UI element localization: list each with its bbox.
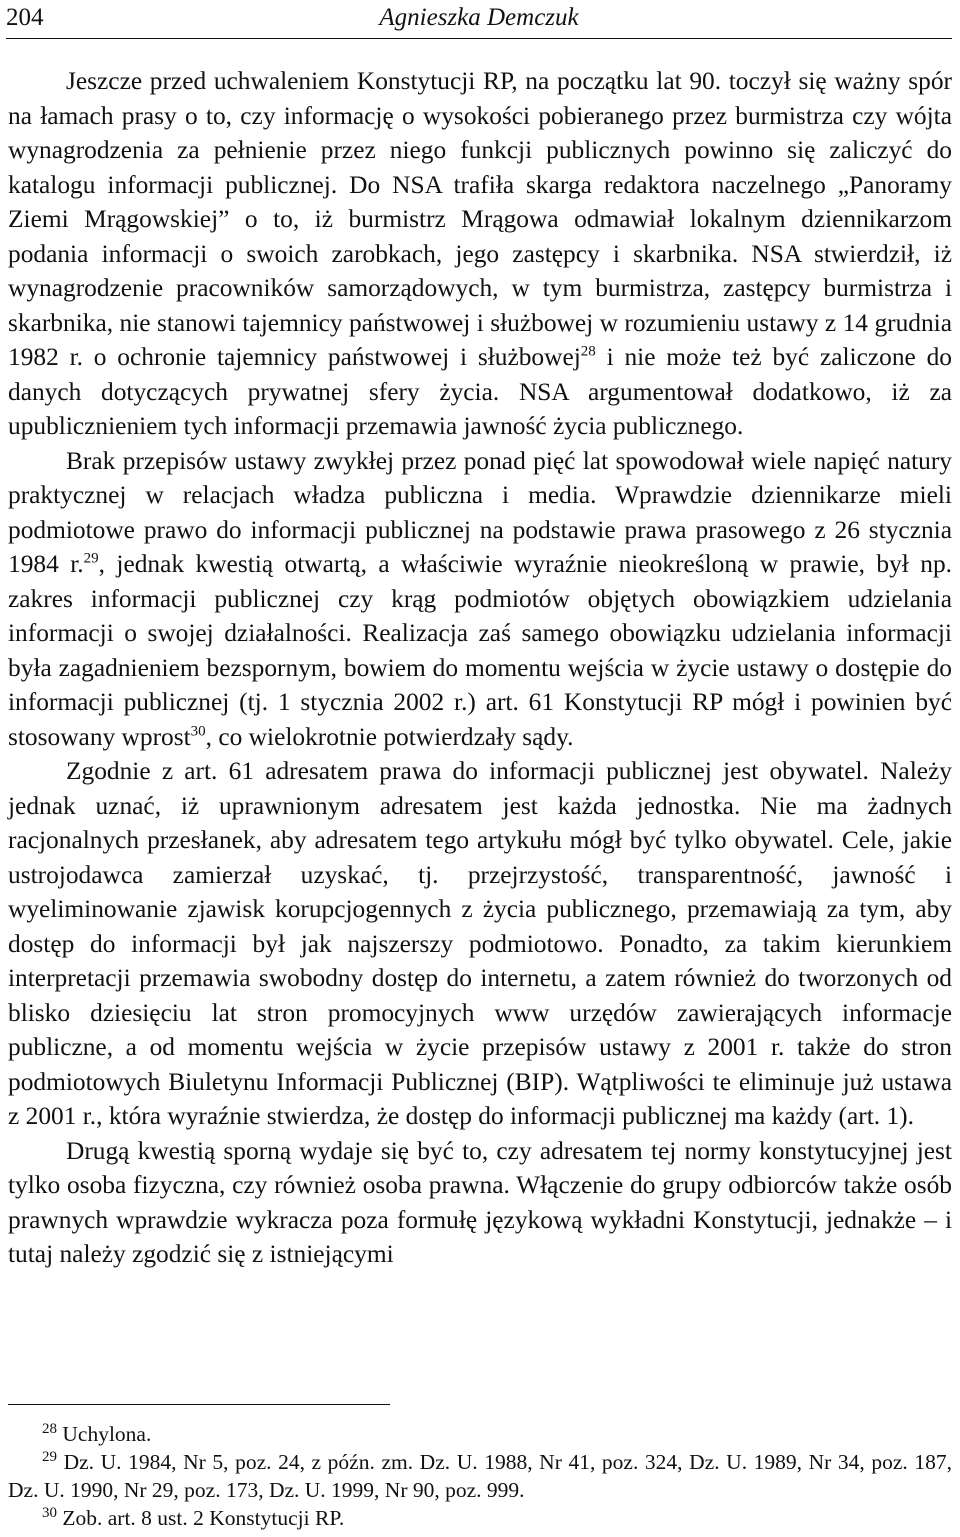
running-head: Agnieszka Demczuk [379, 4, 579, 31]
paragraph-1: Jeszcze przed uchwaleniem Konstytucji RP, na początku lat 90. toczył się ważny spór na łamach prasy o to, czy informację o wysokości pobieranego przez burmistrza czy wójta wynagrodzenia za pełnienie przez niego funkcji publicznych powinno się zaliczyć do katalogu informacji publicznej. Do NSA trafiła skarga redaktora naczelnego „Panoramy Ziemi Mrągowskiej” o to, iż burmistrz Mrągowa odmawiał lokalnym dziennikarzom podania informacji o swoich zarobkach, jego zastępcy i skarbnika. NSA stwierdził, iż wynagrodzenie pracowników samorządowych, w tym burmistrza, zastępcy burmistrza i skarbnika, nie stanowi tajemnicy państwowej i służbowej w rozumieniu ustawy z 14 grudnia 1982 r. o ochronie tajemnicy państwowej i służbowej$^{28}$ i nie może też być zaliczone do danych dotyczących prywatnej sfery życia. NSA argumentował dodatkowo, iż za upublicznieniem tych informacji przemawia jawność życia publicznego. [8, 67, 952, 440]
paragraph-4: Drugą kwestią sporną wydaje się być to, czy adresatem tej normy konstytucyjnej jest tylko osoba fizyczna, czy również osoba prawna. Włączenie do grupy odbiorców także osób prawnych wprawdzie wykracza poza formułę językową wykładni Konstytucji, jednakże – i tutaj należy zgodzić się z istniejącymi [8, 1136, 952, 1268]
footnote-separator [8, 1404, 390, 1405]
paragraph-2: Brak przepisów ustawy zwykłej przez ponad pięć lat spowodował wiele napięć natury praktycznej w relacjach władza publiczna i media. Wprawdzie dziennikarze mieli podmiotowe prawo do informacji publicznej na podstawie prawa prasowego z 26 stycznia 1984 r.$^{29}$, jednak kwestią otwartą, a właściwie wyraźnie nieokreśloną w prawie, był np. zakres informacji publicznej czy krąg podmiotów objętych obowiązkiem udzielania informacji o swojej działalności. Realizacja zaś samego obowiązku udzielania informacji była zagadnieniem bezspornym, bowiem do momentu wejścia w życie ustawy o dostępie do informacji publicznej (tj. 1 stycznia 2002 r.) art. 61 Konstytucji RP mógł i powinien być stosowany wprost$^{30}$, co wielokrotnie potwierdzały sądy. [8, 446, 952, 751]
paragraph-3: Zgodnie z art. 61 adresatem prawa do informacji publicznej jest obywatel. Należy jednak uznać, iż uprawnionym adresatem jest każda jednostka. Nie ma żadnych racjonalnych przesłanek, aby adresatem tego artykułu mógł być tylko obywatel. Cele, jakie ustrojodawca zamierzał uzyskać, tj. przejrzystość, transparentność, jawność i wyeliminowanie zjawisk korupcjogennych z życia publicznego, przemawiają za tym, aby dostęp do informacji był jak najszerszy podmiotowo. Ponadto, za takim kierunkiem interpretacji przemawia swobodny dostęp do internetu, a zatem również do tworzonych od blisko dziesięciu lat stron promocyjnych www urzędów zawierających informacje publiczne, a od momentu wejścia w życie przepisów ustawy z 2001 r. także do stron podmiotowych Biuletynu Informacji Publicznej (BIP). Wątpliwości te eliminuje już ustawa z 2001 r., która wyraźnie stwierdza, że dostęp do informacji publicznej ma każdy (art. 1). [8, 757, 952, 1130]
footnote-ref-29: 29 [83, 550, 99, 567]
page-number: 204 [6, 4, 44, 31]
footnote-ref-28: 28 [580, 343, 596, 360]
footnote-ref-30: 30 [190, 723, 206, 740]
footnote-29: $^{29}$ Dz. U. 1984, Nr 5, poz. 24, z późn. zm. Dz. U. 1988, Nr 41, poz. 324, Dz. U. 1989, Nr 34, poz. 187, Dz. U. 1990, Nr 29, poz. 173, Dz. U. 1999, Nr 90, poz. 999. [8, 1448, 952, 1502]
body-text [8, 64, 952, 1272]
footnotes [8, 1420, 952, 1532]
footnote-30: $^{30}$ Zob. art. 8 ust. 2 Konstytucji RP. [42, 1504, 345, 1530]
page-header [6, 0, 952, 39]
footnote-28: $^{28}$ Uchylona. [42, 1420, 152, 1446]
